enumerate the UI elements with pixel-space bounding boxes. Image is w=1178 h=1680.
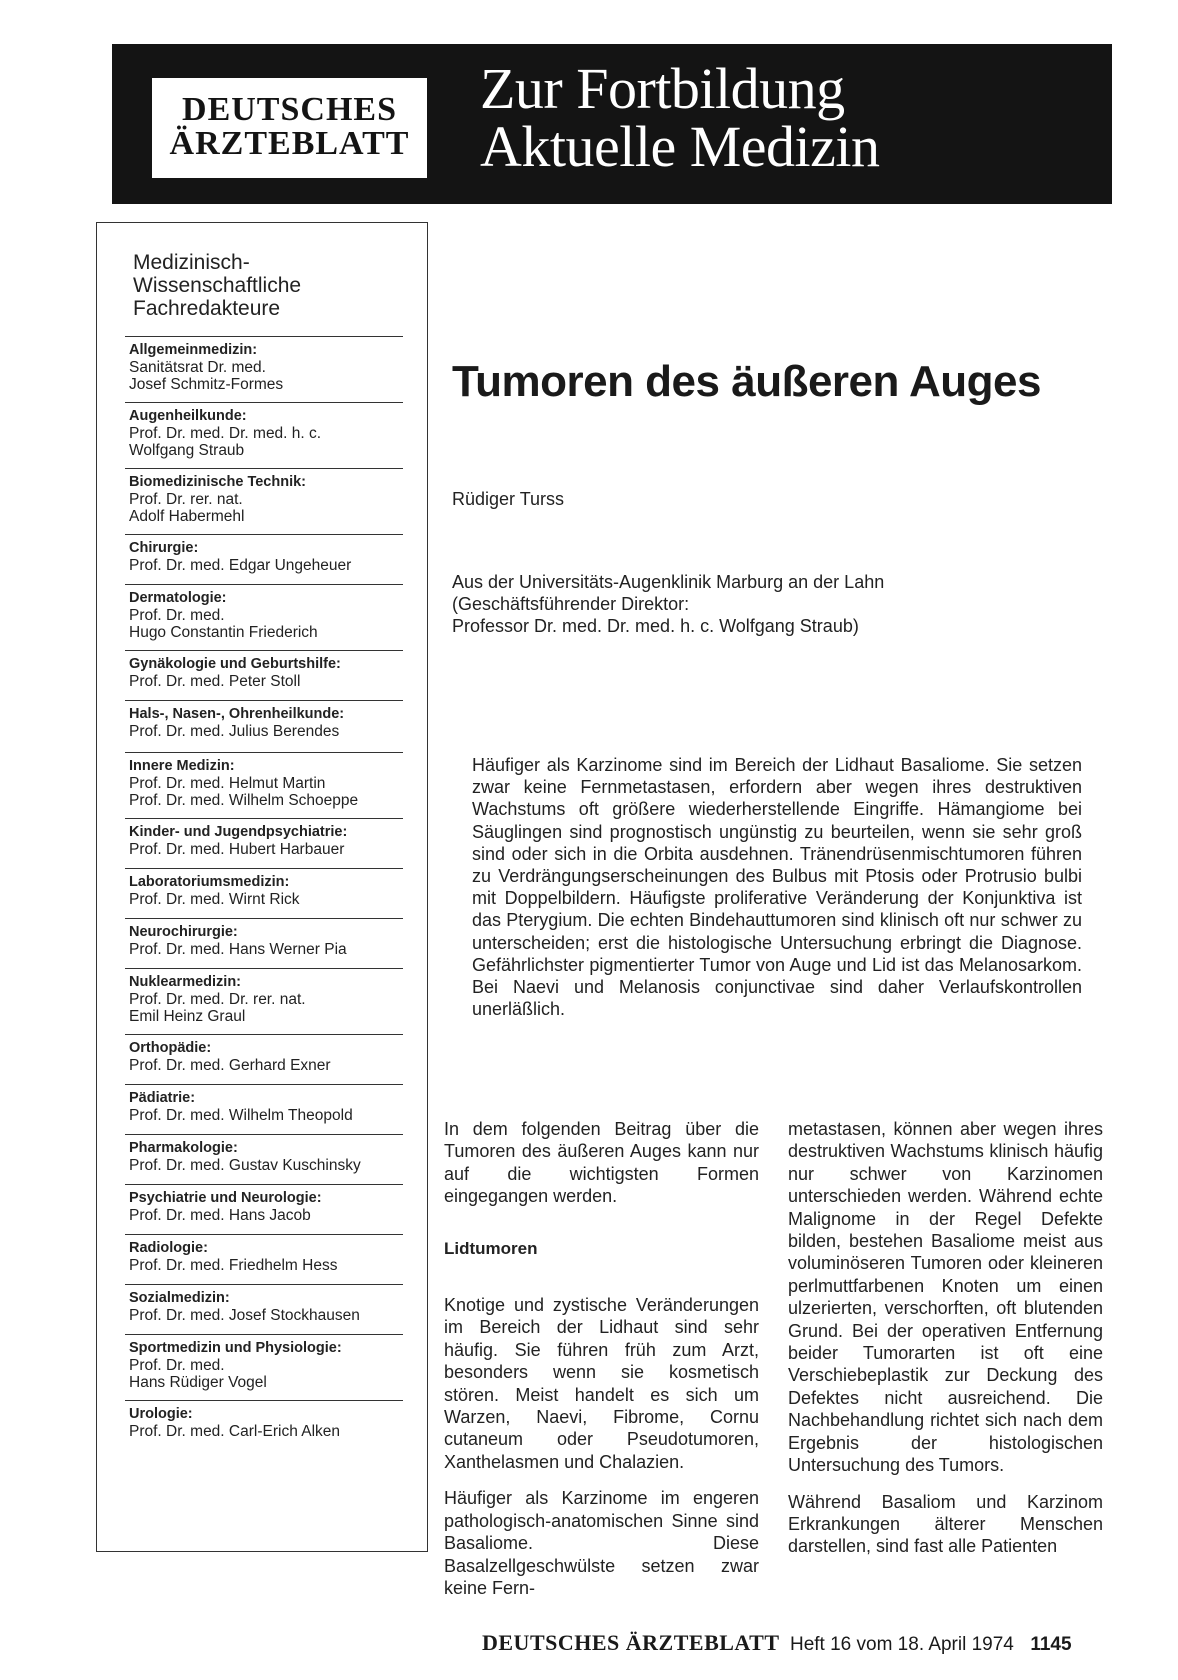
body-paragraph: Knotige und zystische Veränderungen im Bereich der Lidhaut sind sehr häufig. Sie führen früh zum Arzt, besonders wenn sie kosmetisch stören. Meist handelt es sich um Warzen, Naevi, Fibrome, Cornu cutaneum oder Pseudotumoren, Xanthelasmen und Chalazien.: [444, 1295, 759, 1472]
editor-name: Prof. Dr. med. Hubert Harbauer: [129, 841, 345, 858]
editor-name: Hugo Constantin Friederich: [129, 624, 318, 641]
editor-name: Josef Schmitz-Formes: [129, 376, 284, 393]
article-affiliation: [452, 571, 884, 637]
editors-heading-line: Medizinisch-: [133, 251, 250, 274]
editor-entry: [125, 818, 403, 868]
editors-list: [125, 336, 403, 1456]
editor-specialty: Neurochirurgie:: [129, 924, 238, 940]
editor-entry: [125, 1334, 403, 1400]
editor-name: Prof. Dr. med. Dr. med. h. c.: [129, 425, 322, 442]
editor-name: Emil Heinz Graul: [129, 1008, 246, 1025]
article-title: Tumoren des äußeren Auges: [452, 357, 1041, 406]
editor-entry: [125, 1284, 403, 1334]
editor-name: Wolfgang Straub: [129, 442, 245, 459]
editor-name: Prof. Dr. med. Hans Werner Pia: [129, 941, 347, 958]
editor-name: Prof. Dr. med. Friedhelm Hess: [129, 1257, 338, 1274]
editor-entry: [125, 918, 403, 968]
affiliation-line: Professor Dr. med. Dr. med. h. c. Wolfgang Straub): [452, 616, 859, 636]
editor-specialty: Chirurgie:: [129, 540, 199, 556]
editor-entry: [125, 1400, 403, 1456]
editor-name: Prof. Dr. med. Gerhard Exner: [129, 1057, 331, 1074]
editor-entry: [125, 968, 403, 1034]
editor-name: Prof. Dr. med. Wilhelm Theopold: [129, 1107, 353, 1124]
editor-entry: [125, 534, 403, 584]
article-author: Rüdiger Turss: [452, 489, 565, 509]
editor-entry: [125, 1184, 403, 1234]
editor-name: Prof. Dr. med. Josef Stockhausen: [129, 1307, 360, 1324]
editor-specialty: Sozialmedizin:: [129, 1290, 230, 1306]
section-title-line-1: Zur Fortbildung: [480, 56, 845, 121]
editor-entry: [125, 1234, 403, 1284]
editor-entry: [125, 584, 403, 650]
editor-specialty: Pharmakologie:: [129, 1140, 238, 1156]
editors-heading: [133, 251, 301, 320]
body-column-right: [788, 1118, 1103, 1572]
editor-entry: [125, 1134, 403, 1184]
editor-specialty: Augenheilkunde:: [129, 408, 247, 424]
magazine-logo: [152, 78, 427, 178]
editor-entry: [125, 1034, 403, 1084]
editor-name: Prof. Dr. rer. nat.: [129, 491, 243, 508]
affiliation-line: (Geschäftsführender Direktor:: [452, 594, 690, 614]
editor-specialty: Sportmedizin und Physiologie:: [129, 1340, 342, 1356]
editors-heading-line: Wissenschaftliche: [133, 274, 302, 297]
editor-name: Prof. Dr. med. Helmut Martin: [129, 775, 326, 792]
editor-name: Prof. Dr. med. Hans Jacob: [129, 1207, 311, 1224]
editor-name: Prof. Dr. med.: [129, 607, 225, 624]
editor-entry: [125, 868, 403, 918]
editor-specialty: Laboratoriumsmedizin:: [129, 874, 290, 890]
editor-specialty: Gynäkologie und Geburtshilfe:: [129, 656, 341, 672]
editor-specialty: Psychiatrie und Neurologie:: [129, 1190, 322, 1206]
editor-name: Prof. Dr. med.: [129, 1357, 225, 1374]
editor-name: Prof. Dr. med. Wirnt Rick: [129, 891, 300, 908]
page-footer: [482, 1630, 1112, 1656]
editor-entry: [125, 402, 403, 468]
editor-specialty: Radiologie:: [129, 1240, 208, 1256]
editor-entry: [125, 468, 403, 534]
editor-specialty: Urologie:: [129, 1406, 193, 1422]
logo-line-2: ÄRZTEBLATT: [169, 125, 410, 162]
page-number: 1145: [1030, 1634, 1072, 1655]
editor-entry: [125, 336, 403, 402]
editor-name: Prof. Dr. med. Edgar Ungeheuer: [129, 557, 352, 574]
editor-entry: [125, 752, 403, 818]
editors-heading-line: Fachredakteure: [133, 297, 281, 320]
editor-specialty: Allgemeinmedizin:: [129, 342, 258, 358]
footer-issue: Heft 16 vom 18. April 1974: [789, 1634, 1014, 1655]
logo-line-1: DEUTSCHES: [182, 91, 397, 128]
body-paragraph: Während Basaliom und Karzinom Erkrankungen älterer Menschen darstellen, sind fast alle Patienten: [788, 1491, 1103, 1557]
footer-magazine-name: DEUTSCHES ÄRZTEBLATT: [482, 1630, 780, 1655]
editor-specialty: Kinder- und Jugendpsychiatrie:: [129, 824, 348, 840]
editor-specialty: Pädiatrie:: [129, 1090, 196, 1106]
body-paragraph: In dem folgenden Beitrag über die Tumoren des äußeren Auges kann nur auf die wichtigsten Formen eingegangen werden.: [444, 1119, 759, 1207]
editor-name: Hans Rüdiger Vogel: [129, 1374, 267, 1391]
editor-specialty: Nuklearmedizin:: [129, 974, 241, 990]
editor-entry: [125, 650, 403, 700]
editor-name: Prof. Dr. med. Dr. rer. nat.: [129, 991, 306, 1008]
editor-specialty: Hals-, Nasen-, Ohrenheilkunde:: [129, 706, 345, 722]
editor-name: Sanitätsrat Dr. med.: [129, 359, 266, 376]
editor-name: Adolf Habermehl: [129, 508, 245, 525]
article-abstract: Häufiger als Karzinome sind im Bereich der Lidhaut Basaliome. Sie setzen zwar keine Fernmetastasen, erfordern aber wegen ihres destruktiven Wachstums oft größere wiederherstellende Eingriffe. Hämangiome bei Säuglingen sind prognostisch ungünstig zu beurteilen, wenn sie sehr groß sind oder sich in die Orbita ausdehnen. Tränendrüsenmischtumoren führen zu Verdrängungserscheinungen des Bulbus mit Ptosis oder Protrusio bulbi mit Doppelbildern. Häufigste proliferative Veränderung der Konjunktiva ist das Pterygium. Die echten Bindehauttumoren sind klinisch oft nur schwer zu unterscheiden; erst die histologische Untersuchung erbringt die Diagnose. Gefährlichster pigmentierter Tumor von Auge und Lid ist das Melanosarkom. Bei Naevi und Melanosis conjunctivae sind daher Verlaufskontrollen unerläßlich.: [472, 755, 1082, 1020]
section-heading-lidtumoren: Lidtumoren: [444, 1238, 538, 1258]
section-title: [480, 56, 880, 179]
editor-specialty: Biomedizinische Technik:: [129, 474, 306, 490]
editor-specialty: Innere Medizin:: [129, 758, 235, 774]
affiliation-line: Aus der Universitäts-Augenklinik Marburg an der Lahn: [452, 572, 885, 592]
editor-name: Prof. Dr. med. Peter Stoll: [129, 673, 301, 690]
editor-name: Prof. Dr. med. Carl-Erich Alken: [129, 1423, 341, 1440]
editor-specialty: Dermatologie:: [129, 590, 227, 606]
body-column-left: [444, 1118, 759, 1613]
editor-specialty: Orthopädie:: [129, 1040, 212, 1056]
section-title-line-2: Aktuelle Medizin: [480, 114, 880, 179]
editor-name: Prof. Dr. med. Wilhelm Schoeppe: [129, 792, 359, 809]
body-paragraph: Häufiger als Karzinome im engeren pathologisch-anatomischen Sinne sind Basaliome. Diese Basalzellgeschwülste setzen zwar keine Fern-: [444, 1488, 759, 1598]
editor-name: Prof. Dr. med. Julius Berendes: [129, 723, 340, 740]
editor-name: Prof. Dr. med. Gustav Kuschinsky: [129, 1157, 361, 1174]
body-paragraph: metastasen, können aber wegen ihres destruktiven Wachstums klinisch häufig nur schwer von Karzinomen unterschieden werden. Während echte Malignome in der Regel Defekte bilden, bestehen Basaliome meist aus voluminöseren Tumoren oder kleineren perlmuttfarbenen Knoten um einen ulzerierten, verschorften, oft blutenden Grund. Bei der operativen Entfernung beider Tumorarten ist oft eine Verschiebeplastik zur Deckung des Defektes nicht ausreichend. Die Nachbehandlung richtet sich nach dem Ergebnis der histologischen Untersuchung des Tumors.: [788, 1119, 1103, 1476]
editor-entry: [125, 1084, 403, 1134]
editor-entry: [125, 700, 403, 752]
editors-box: [96, 222, 428, 1552]
